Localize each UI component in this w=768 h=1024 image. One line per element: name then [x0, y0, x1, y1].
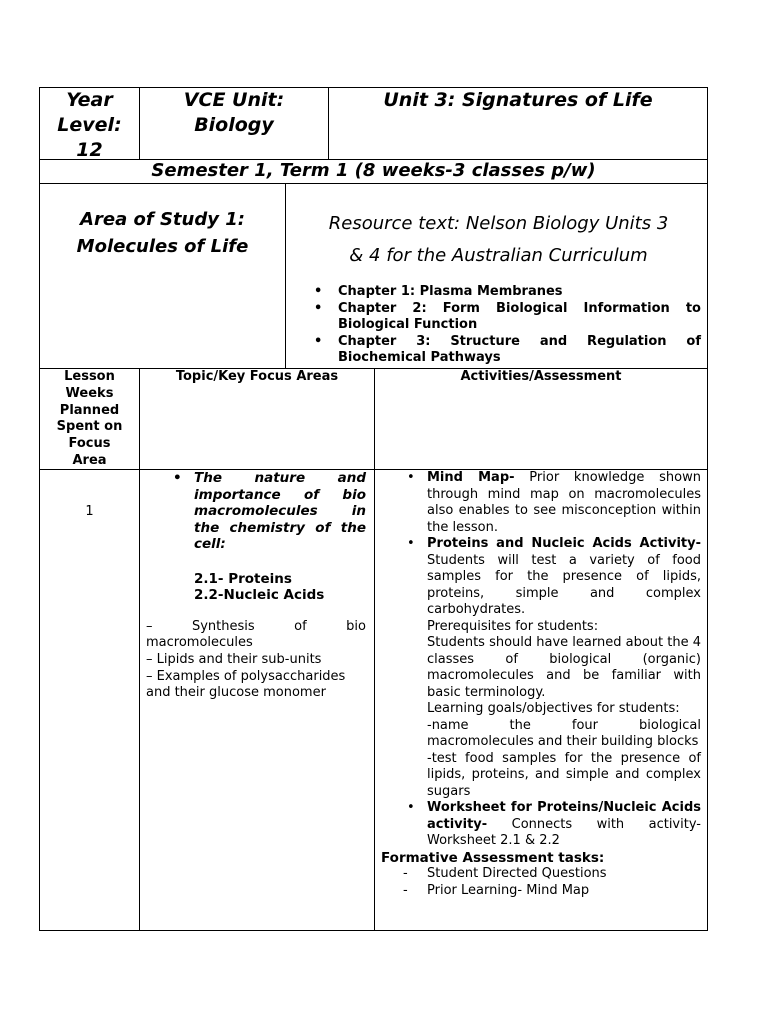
activity-text: Prior knowledge shown through mind map on macromolecules also enables to see misconception within the lesson.	[427, 470, 701, 535]
activity-title: Worksheet for Proteins/Nucleic Acids activity-	[427, 800, 701, 832]
activity-extra: -test food samples for the presence of lipids, proteins, and simple and complex sugars	[427, 750, 701, 799]
subtopic-list	[146, 571, 366, 604]
activity-title: Proteins and Nucleic Acids Activity-	[427, 536, 701, 551]
synthesis-item: – Examples of polysaccharides and their glucose monomer	[146, 668, 346, 701]
activity-text: Connects with activity- Worksheet 2.1 & 2.2	[427, 816, 701, 848]
topic-bullet: • The nature and importance of bio macromolecules in the chemistry of the cell:	[146, 470, 366, 553]
activity-title: Mind Map-	[427, 470, 515, 485]
activity-item	[381, 800, 701, 850]
week-number: 1	[40, 470, 140, 930]
resource-line: & 4 for the Australian Curriculum	[349, 245, 648, 266]
unit-title-cell	[329, 88, 707, 159]
subtopic-item: 2.1- Proteins	[194, 570, 292, 587]
semester-title: Semester 1, Term 1 (8 weeks-3 classes p/w)	[151, 160, 596, 181]
activity-item	[381, 470, 701, 536]
resource-text	[296, 208, 701, 272]
lesson-header-line: Spent on	[56, 419, 123, 435]
lesson-header-line: Weeks	[65, 385, 114, 401]
resource-cell	[286, 184, 707, 368]
chapter-list	[296, 284, 701, 367]
topic-cell	[140, 470, 375, 930]
area-of-study-row	[40, 184, 707, 369]
activities-cell	[375, 470, 707, 930]
curriculum-table	[39, 87, 708, 931]
chapter-item: • Chapter 3: Structure and Regulation of Biochemical Pathways	[296, 334, 701, 367]
chapter-item: • Chapter 1: Plasma Membranes	[296, 284, 701, 301]
header-row	[40, 88, 707, 160]
activity-text: Students will test a variety of food samples for the presence of lipids, proteins, simple and complex carbohydrates.	[427, 552, 701, 617]
lesson-row	[40, 470, 707, 930]
synthesis-list	[146, 619, 366, 703]
vce-unit-line: VCE Unit:	[183, 89, 285, 111]
synthesis-item: – Lipids and their sub-units	[146, 651, 322, 667]
year-level-line: Year	[66, 89, 113, 111]
activity-list	[381, 470, 701, 850]
synthesis-item: – Synthesis of bio macromolecules	[146, 618, 366, 651]
vce-unit-line: Biology	[194, 114, 274, 136]
lesson-header-line: Focus	[68, 436, 111, 452]
activity-item	[381, 536, 701, 800]
year-level-line: Level:	[57, 114, 122, 136]
lesson-header-line: Area	[72, 452, 107, 468]
area-of-study-cell	[40, 184, 286, 368]
activity-extra: Students should have learned about the 4 classes of biological (organic) macromolecules and be familiar with basic terminology.	[427, 635, 702, 700]
chapter-item: • Chapter 2: Form Biological Information to Biological Function	[296, 301, 701, 334]
lesson-header-line: Planned	[59, 402, 120, 418]
vce-unit-cell	[140, 88, 329, 159]
area-of-study-line: Area of Study 1:	[80, 209, 245, 230]
activity-extra: -name the four biological macromolecules and their building blocks	[427, 717, 701, 749]
semester-row	[40, 160, 707, 184]
resource-line: Resource text: Nelson Biology Units 3	[328, 213, 669, 234]
activity-extra: Prerequisites for students:	[427, 618, 599, 634]
activities-header: Activities/Assessment	[460, 369, 622, 384]
year-level-cell	[40, 88, 140, 159]
year-level-line: 12	[76, 139, 103, 161]
subtopic-item: 2.2-Nucleic Acids	[194, 587, 325, 603]
formative-item: - Prior Learning- Mind Map	[381, 883, 701, 900]
unit-title: Unit 3: Signatures of Life	[383, 89, 653, 111]
column-header-row	[40, 369, 707, 470]
formative-title: Formative Assessment tasks:	[381, 849, 605, 866]
activity-extra: Learning goals/objectives for students:	[427, 701, 680, 716]
formative-item: - Student Directed Questions	[381, 866, 701, 883]
lesson-header-line: Lesson	[64, 369, 115, 384]
area-of-study-line: Molecules of Life	[76, 236, 249, 257]
lesson-weeks-header	[40, 369, 140, 469]
topic-header: Topic/Key Focus Areas	[140, 369, 375, 469]
